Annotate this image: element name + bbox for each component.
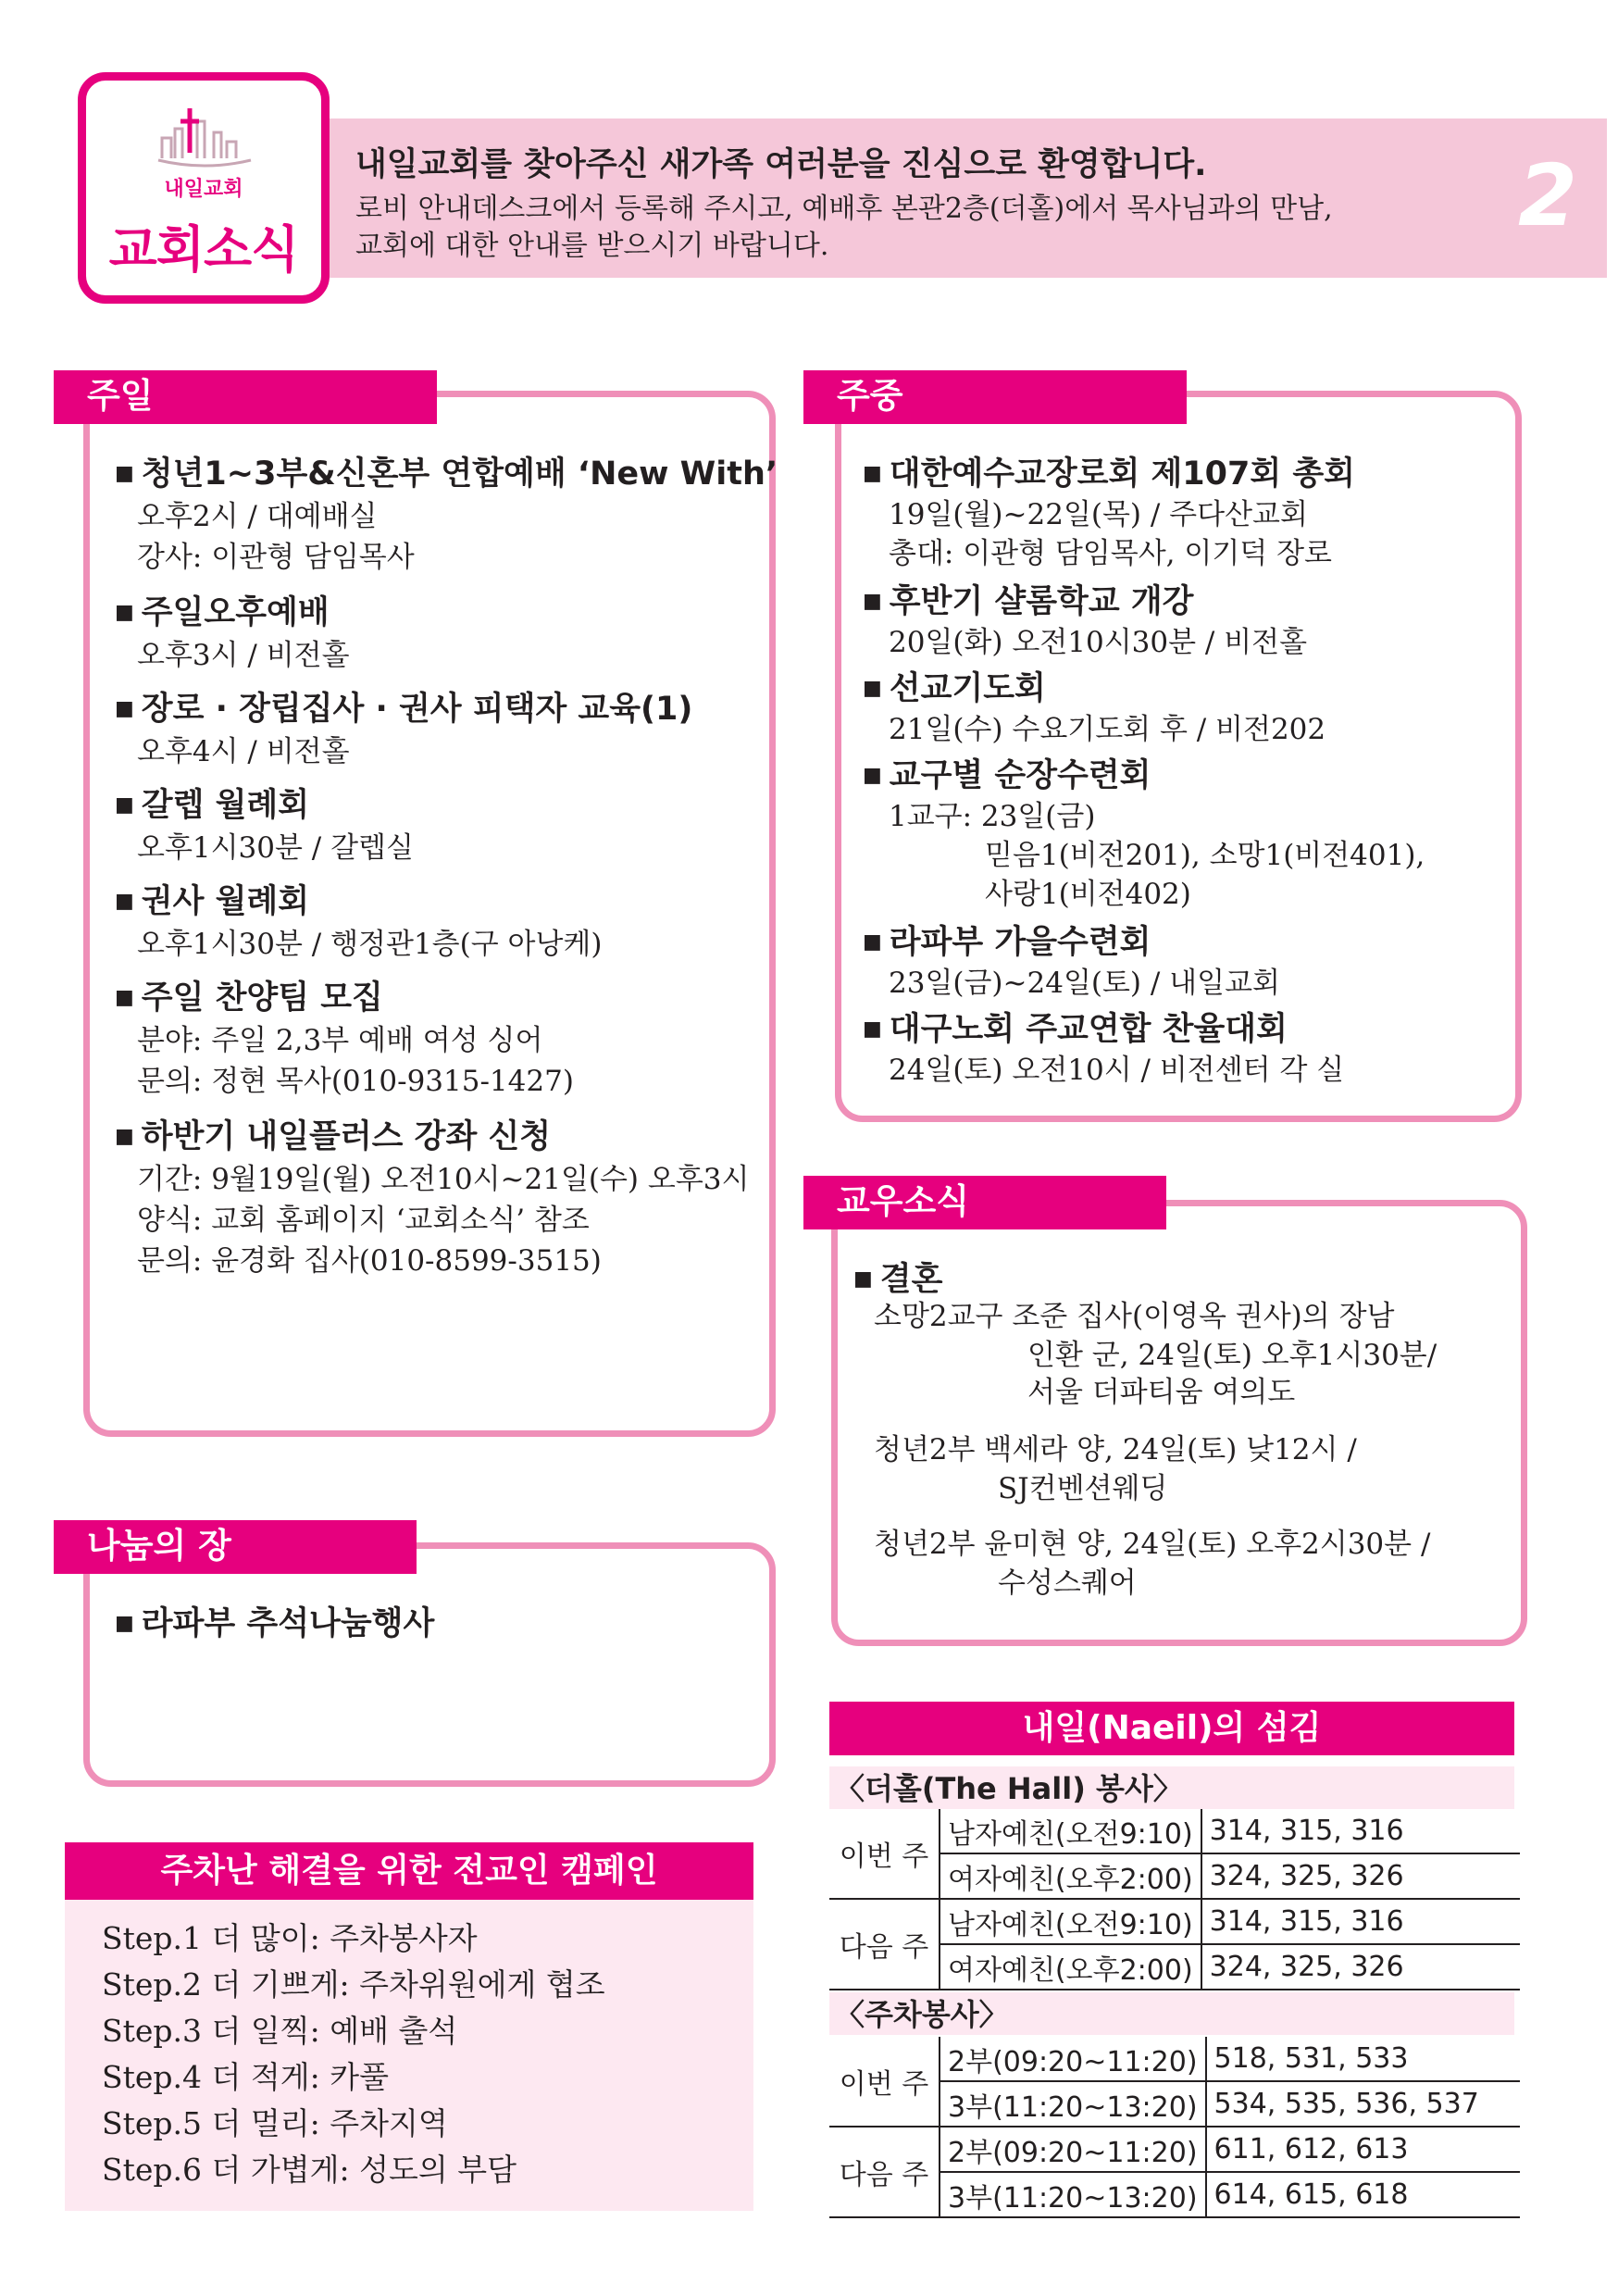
table-row bbox=[829, 1809, 1520, 1853]
group-cell: 2부(09:20~11:20) bbox=[940, 2037, 1206, 2081]
group-cell: 2부(09:20~11:20) bbox=[940, 2127, 1206, 2172]
sunday-item-line: 양식: 교회 홈페이지 ‘교회소식’ 참조 bbox=[137, 1204, 590, 1237]
news-item-title: ■ 결혼 bbox=[853, 1254, 942, 1300]
sunday-item-line: 분야: 주일 2,3부 예배 여성 싱어 bbox=[137, 1024, 543, 1057]
sunday-item-title: ■ 장로 · 장립집사 · 권사 피택자 교육(1) bbox=[115, 683, 692, 730]
news-line: 청년2부 백세라 양, 24일(토) 낮12시 / bbox=[874, 1433, 1357, 1466]
weekday-item-line: 21일(수) 수요기도회 후 / 비전202 bbox=[889, 713, 1326, 746]
table-row bbox=[829, 2127, 1520, 2172]
church-logo-box bbox=[78, 72, 330, 304]
campaign-step: Step.2 더 기쁘게: 주차위원에게 협조 bbox=[102, 1966, 605, 2003]
numbers-cell: 314, 315, 316 bbox=[1201, 1899, 1520, 1944]
weekday-item-title: ■ 선교기도회 bbox=[863, 663, 1046, 709]
sunday-item-line: 오후3시 / 비전홀 bbox=[137, 639, 350, 672]
week-cell: 다음 주 bbox=[829, 2127, 940, 2217]
sunday-item-line: 오후1시30분 / 갈렙실 bbox=[137, 831, 414, 865]
sunday-item-title: ■ 하반기 내일플러스 강좌 신청 bbox=[115, 1111, 551, 1157]
numbers-cell: 324, 325, 326 bbox=[1201, 1944, 1520, 1990]
welcome-banner bbox=[330, 119, 1607, 278]
news-line: 수성스퀘어 bbox=[998, 1566, 1137, 1600]
week-cell: 다음 주 bbox=[829, 1899, 940, 1990]
section-title: 교회소식 bbox=[108, 220, 299, 279]
page-number: 2 bbox=[1517, 146, 1577, 245]
news-line: 청년2부 윤미현 양, 24일(토) 오후2시30분 / bbox=[874, 1528, 1431, 1561]
weekday-item-title: ■ 대구노회 주교연합 찬율대회 bbox=[863, 1004, 1288, 1050]
sunday-item-line: 강사: 이관형 담임목사 bbox=[137, 541, 415, 574]
news-line: 서울 더파티움 여의도 bbox=[1027, 1376, 1296, 1409]
weekday-item-title: ■ 교구별 순장수련회 bbox=[863, 750, 1151, 796]
hall-service-heading: 〈더홀(The Hall) 봉사〉 bbox=[829, 1766, 1514, 1809]
sharing-item-title: ■ 라파부 추석나눔행사 bbox=[115, 1598, 434, 1644]
news-tab: 교우소식 bbox=[803, 1176, 1166, 1229]
group-cell: 3부(11:20~13:20) bbox=[940, 2172, 1206, 2217]
weekday-item-line: 19일(월)~22일(목) / 주다산교회 bbox=[889, 498, 1308, 531]
weekday-item-line: 1교구: 23일(금) bbox=[889, 800, 1096, 833]
weekday-item-line: 24일(토) 오전10시 / 비전센터 각 실 bbox=[889, 1054, 1345, 1087]
welcome-line-2: 교회에 대한 안내를 받으시기 바랍니다. bbox=[355, 230, 829, 262]
table-row bbox=[829, 1899, 1520, 1944]
weekday-item-title: ■ 라파부 가을수련회 bbox=[863, 917, 1151, 963]
numbers-cell: 324, 325, 326 bbox=[1201, 1853, 1520, 1899]
welcome-line-1: 로비 안내데스크에서 등록해 주시고, 예배후 본관2층(더홀)에서 목사님과의 만남, bbox=[355, 193, 1333, 225]
campaign-step: Step.4 더 적게: 카풀 bbox=[102, 2059, 389, 2095]
news-line: 소망2교구 조준 집사(이영옥 권사)의 장남 bbox=[874, 1300, 1395, 1333]
sharing-tab: 나눔의 장 bbox=[54, 1520, 417, 1574]
campaign-step: Step.5 더 멀리: 주차지역 bbox=[102, 2105, 448, 2141]
logo-church-name: 내일교회 bbox=[164, 178, 243, 201]
weekday-item-line: 믿음1(비전201), 소망1(비전401), bbox=[985, 839, 1425, 872]
campaign-step: Step.1 더 많이: 주차봉사자 bbox=[102, 1920, 478, 1956]
sunday-item-title: ■ 권사 월례회 bbox=[115, 876, 309, 922]
sunday-item-line: 오후2시 / 대예배실 bbox=[137, 500, 378, 533]
weekday-item-title: ■ 대한예수교장로회 제107회 총회 bbox=[863, 448, 1355, 494]
parking-service-heading: 〈주차봉사〉 bbox=[829, 1992, 1514, 2035]
numbers-cell: 611, 612, 613 bbox=[1206, 2127, 1520, 2172]
sunday-item-line: 문의: 윤경화 집사(010-8599-3515) bbox=[137, 1244, 602, 1278]
weekday-item-line: 사랑1(비전402) bbox=[985, 878, 1191, 911]
table-row bbox=[829, 2037, 1520, 2081]
news-line: 인환 군, 24일(토) 오후1시30분/ bbox=[1027, 1339, 1438, 1372]
week-cell: 이번 주 bbox=[829, 1809, 940, 1899]
group-cell: 남자예친(오전9:10) bbox=[940, 1899, 1201, 1944]
weekday-item-line: 20일(화) 오전10시30분 / 비전홀 bbox=[889, 626, 1308, 659]
numbers-cell: 614, 615, 618 bbox=[1206, 2172, 1520, 2217]
weekday-item-title: ■ 후반기 샬롬학교 개강 bbox=[863, 576, 1193, 622]
group-cell: 여자예친(오후2:00) bbox=[940, 1853, 1201, 1899]
group-cell: 여자예친(오후2:00) bbox=[940, 1944, 1201, 1990]
weekday-item-line: 23일(금)~24일(토) / 내일교회 bbox=[889, 967, 1280, 1000]
sunday-item-title: ■ 갈렙 월례회 bbox=[115, 780, 309, 826]
numbers-cell: 518, 531, 533 bbox=[1206, 2037, 1520, 2081]
church-skyline-icon bbox=[156, 101, 253, 168]
group-cell: 3부(11:20~13:20) bbox=[940, 2081, 1206, 2127]
sunday-item-title: ■ 주일오후예배 bbox=[115, 587, 330, 633]
numbers-cell: 314, 315, 316 bbox=[1201, 1809, 1520, 1853]
group-cell: 남자예친(오전9:10) bbox=[940, 1809, 1201, 1853]
numbers-cell: 534, 535, 536, 537 bbox=[1206, 2081, 1520, 2127]
parking-campaign-title: 주차난 해결을 위한 전교인 캠페인 bbox=[65, 1842, 753, 1900]
parking-service-table bbox=[829, 2037, 1520, 2218]
sunday-item-line: 오후1시30분 / 행정관1층(구 아낭케) bbox=[137, 928, 603, 961]
weekday-item-line: 총대: 이관형 담임목사, 이기덕 장로 bbox=[889, 537, 1332, 570]
sharing-box bbox=[83, 1542, 776, 1787]
campaign-step: Step.6 더 가볍게: 성도의 부담 bbox=[102, 2152, 517, 2188]
sunday-item-line: 기간: 9월19일(월) 오전10시~21일(수) 오후3시 bbox=[137, 1163, 750, 1196]
week-cell: 이번 주 bbox=[829, 2037, 940, 2127]
sunday-item-title: ■ 주일 찬양팀 모집 bbox=[115, 972, 383, 1018]
sunday-tab: 주일 bbox=[54, 370, 437, 424]
campaign-step: Step.3 더 일찍: 예배 출석 bbox=[102, 2013, 458, 2049]
welcome-heading: 내일교회를 찾아주신 새가족 여러분을 진심으로 환영합니다. bbox=[355, 146, 1207, 183]
news-line: SJ컨벤션웨딩 bbox=[998, 1472, 1168, 1505]
weekday-tab: 주중 bbox=[803, 370, 1187, 424]
service-table-title: 내일(Naeil)의 섬김 bbox=[829, 1702, 1514, 1755]
sunday-item-line: 문의: 정현 목사(010-9315-1427) bbox=[137, 1065, 574, 1098]
sunday-item-title: ■ 청년1~3부&신혼부 연합예배 ‘New With’ bbox=[115, 448, 778, 494]
hall-service-table bbox=[829, 1809, 1520, 1990]
sunday-item-line: 오후4시 / 비전홀 bbox=[137, 735, 350, 768]
